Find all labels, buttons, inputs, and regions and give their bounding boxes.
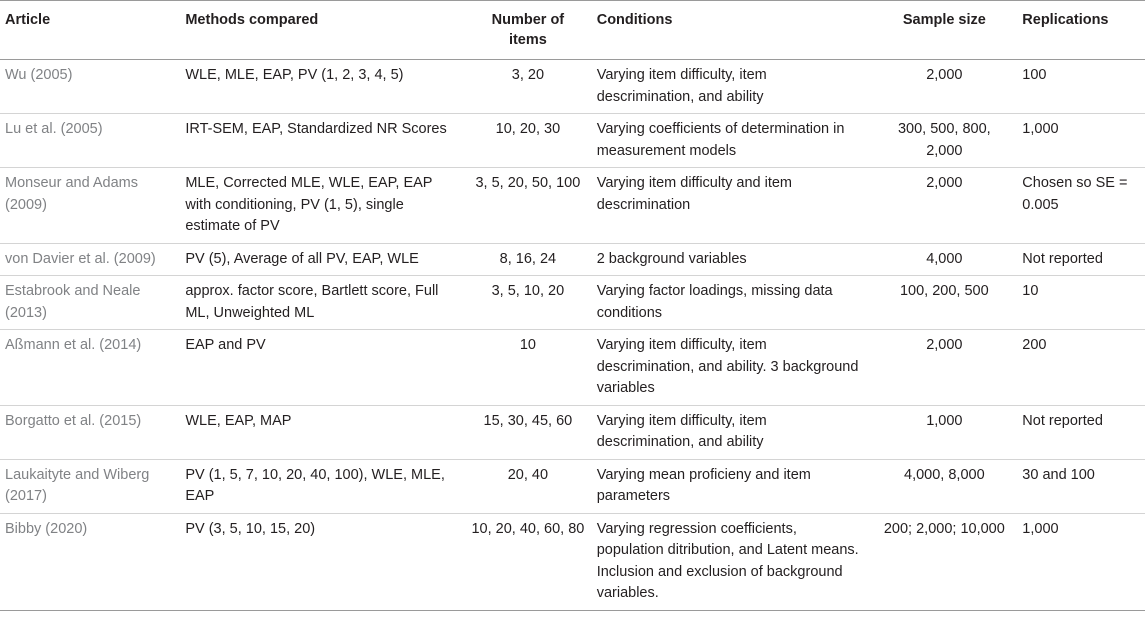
cell-items: 15, 30, 45, 60 [483, 412, 573, 429]
cell-conditions: Varying item difficulty, item descrimination, and ability. 3 background variables [596, 337, 859, 396]
header-conditions: Conditions [596, 12, 673, 28]
cell-methods: WLE, EAP, MAP [185, 412, 292, 429]
cell-items: 8, 16, 24 [499, 250, 557, 267]
header-replications: Replications [1022, 12, 1109, 28]
cell-items: 10 [519, 337, 536, 353]
cell-article: Bibby (2020) [5, 520, 88, 537]
cell-sample-size: 2,000 [926, 337, 963, 353]
cell-sample-size: 300, 500, 800, 2,000 [897, 121, 991, 159]
table-row [0, 114, 1145, 168]
cell-conditions: Varying mean proficieny and item parameters [596, 466, 811, 504]
cell-sample-size: 2,000 [926, 175, 963, 191]
cell-methods: PV (1, 5, 7, 10, 20, 40, 100), WLE, MLE, EAP [185, 466, 445, 504]
table-row [0, 330, 1145, 406]
cell-methods: PV (5), Average of all PV, EAP, WLE [185, 250, 419, 267]
header-methods-compared: Methods compared [185, 12, 319, 28]
cell-replications: 1,000 [1022, 520, 1059, 537]
cell-conditions: Varying regression coefficients, population ditribution, and Latent means. Inclusion and exclusion of background variables. [596, 520, 859, 601]
table-row [0, 168, 1145, 244]
cell-replications: 30 and 100 [1022, 466, 1095, 483]
cell-article: Monseur and Adams (2009) [5, 175, 138, 213]
cell-methods: EAP and PV [185, 337, 266, 353]
header-sample-size: Sample size [902, 12, 986, 28]
cell-methods: WLE, MLE, EAP, PV (1, 2, 3, 4, 5) [185, 67, 404, 83]
cell-conditions: 2 background variables [596, 250, 747, 267]
cell-items: 3, 5, 20, 50, 100 [475, 175, 581, 191]
cell-article: Laukaityte and Wiberg (2017) [5, 466, 150, 504]
cell-replications: Chosen so SE = 0.005 [1022, 175, 1128, 213]
cell-sample-size: 4,000 [926, 250, 963, 267]
cell-replications: Not reported [1022, 250, 1103, 267]
cell-sample-size: 2,000 [926, 67, 963, 83]
cell-items: 3, 5, 10, 20 [491, 283, 565, 299]
cell-items: 3, 20 [511, 67, 545, 83]
cell-replications: 200 [1022, 337, 1047, 353]
header-number-of-items: Number of items [491, 12, 565, 48]
cell-article: Lu et al. (2005) [5, 121, 103, 137]
cell-sample-size: 200; 2,000; 10,000 [883, 520, 1005, 537]
cell-conditions: Varying coefficients of determination in measurement models [596, 121, 845, 159]
cell-items: 20, 40 [507, 466, 549, 483]
table-row [0, 276, 1145, 330]
cell-methods: IRT-SEM, EAP, Standardized NR Scores [185, 121, 447, 137]
cell-article: Aßmann et al. (2014) [5, 337, 142, 353]
cell-replications: 1,000 [1022, 121, 1059, 137]
cell-sample-size: 100, 200, 500 [899, 283, 989, 299]
cell-sample-size: 1,000 [926, 412, 963, 429]
table-row [0, 405, 1145, 459]
table-row [0, 513, 1145, 610]
cell-article: Borgatto et al. (2015) [5, 412, 142, 429]
cell-conditions: Varying factor loadings, missing data conditions [596, 283, 833, 321]
cell-article: von Davier et al. (2009) [5, 250, 156, 267]
header-article: Article [5, 12, 51, 28]
cell-replications: Not reported [1022, 412, 1103, 429]
table-row [0, 60, 1145, 114]
cell-methods: PV (3, 5, 10, 15, 20) [185, 520, 316, 537]
cell-article: Wu (2005) [5, 67, 73, 83]
cell-conditions: Varying item difficulty, item descrimination, and ability [596, 412, 767, 450]
cell-sample-size: 4,000, 8,000 [904, 466, 985, 483]
table-row [0, 459, 1145, 513]
cell-replications: 100 [1022, 67, 1047, 83]
cell-items: 10, 20, 40, 60, 80 [471, 520, 585, 537]
header-row [0, 1, 1145, 60]
cell-conditions: Varying item difficulty and item descrimination [596, 175, 793, 213]
cell-methods: approx. factor score, Bartlett score, Full ML, Unweighted ML [185, 283, 439, 321]
cell-replications: 10 [1022, 283, 1039, 299]
table-row [0, 243, 1145, 276]
cell-methods: MLE, Corrected MLE, WLE, EAP, EAP with conditioning, PV (1, 5), single estimate of PV [185, 175, 433, 234]
cell-conditions: Varying item difficulty, item descrimination, and ability [596, 67, 767, 105]
cell-article: Estabrook and Neale (2013) [5, 283, 141, 321]
cell-items: 10, 20, 30 [495, 121, 561, 137]
